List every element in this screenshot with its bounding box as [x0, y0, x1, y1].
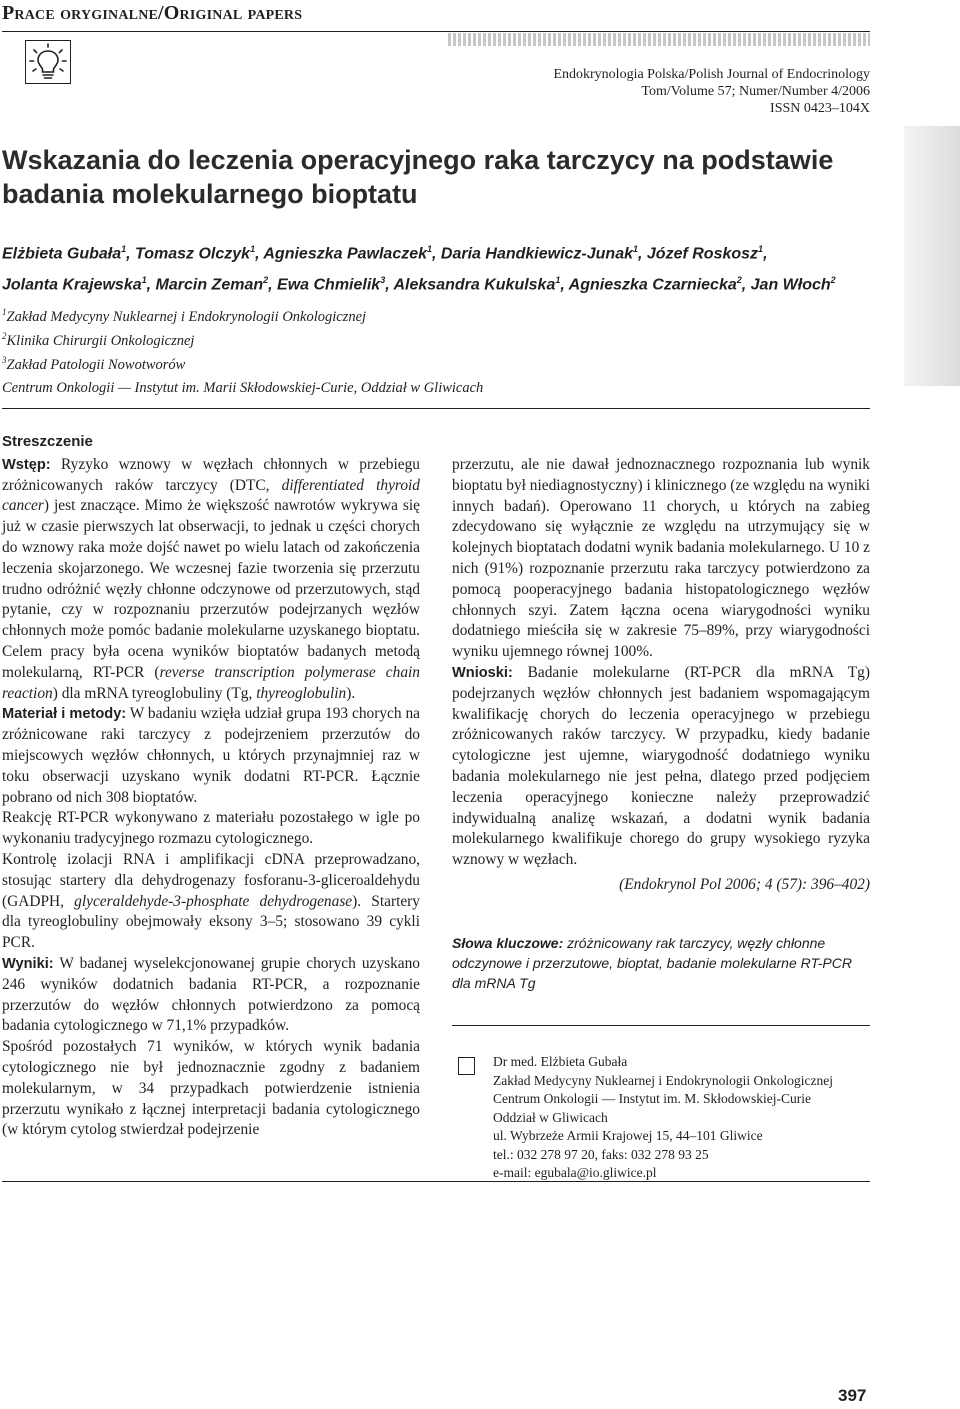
affiliation-line: [2, 351, 902, 375]
author-name: Agnieszka Czarniecka: [568, 276, 737, 294]
intro-label: Wstęp:: [2, 456, 51, 473]
correspondence-line[interactable]: e-mail: egubala@io.gliwice.pl: [493, 1165, 657, 1180]
authors-list: Elżbieta Gubała$^1$, Tomasz Olczyk$^1$, Agnieszka Pawlaczek$^1$, Daria Handkiewicz-Junak$^1$, Józef Roskosz$^1$, Jolanta Krajewska$^1$, Marcin Zeman$^2$, Ewa Chmielik$^3$, Aleksandra Kukulska$^1$, Agnieszka Czarniecka$^2$, Jan Włoch$^2$: [2, 244, 836, 294]
author-name: Ewa Chmielik: [277, 276, 381, 294]
footer-divider: [2, 1181, 870, 1182]
top-divider: [2, 31, 870, 32]
methods-label: Materiał i metody:: [2, 706, 127, 723]
correspondence-line: Centrum Onkologii — Instytut im. M. Skłodowskiej-Curie: [493, 1091, 811, 1106]
author-name: Agnieszka Pawlaczek: [263, 245, 428, 263]
abstract-left-column: [2, 432, 420, 1141]
affiliation-text: Zakład Patologii Nowotworów: [6, 356, 186, 373]
abstract-intro: Wstęp: Ryzyko wznowy w węzłach chłonnych w przebiegu zróżnicowanych raków tarczycy (DTC, differentiated thyroid cancer) jest znaczące. Mimo że większość nawrotów wykrywa się już w czasie pierwszych lat obserwacji, to jednak u części chorych do wznowy raka może dojść nawet po wielu latach od zakończenia leczenia skojarzonego. We wczesnej fazie tworzenia się przerzutu trudno odróżnić węzły chłonne odczynowe od przerzutowych, stąd pytanie, czy w rozpoznaniu przerzutów podejrzanych węzłów chłonnych może pomóc badanie molekularne uzyskanego bioptatu. Celem pracy była ocena wyników bioptatów badanych metodą molekularną, RT-PCR (reverse transcription polymerase chain reaction) dla mRNA tyreoglobuliny (Tg, thyreoglobulin).: [2, 455, 420, 702]
abstract-methods-2: Reakcję RT-PCR wykonywano z materiału pozostałego w igle po wykonaniu tradycyjnego rozmazu cytologicznego.: [2, 809, 420, 848]
affiliation-line: [2, 327, 902, 351]
abstract-methods: Materiał i metody: W badaniu wzięła udział grupa 193 chorych na zróżnicowane raki tarczycy z podejrzeniem przerzutów do miejscowych węzłów chłonnych, u których przynajmniej raz w toku obserwacji uzyskano wynik dodatni RT-PCR. Łącznie pobrano od nich 308 bioptatów.: [2, 705, 420, 806]
correspondence-line: Oddział w Gliwicach: [493, 1109, 608, 1125]
author-name: Tomasz Olczyk: [135, 245, 251, 263]
correspondence-divider: [452, 1025, 870, 1026]
keywords: [452, 933, 870, 993]
abstract-methods-3: Kontrolę izolacji RNA i amplifikacji cDNA przeprowadzano, stosując startery dla dehydrogenazy fosforanu-3-gliceroaldehydu (GADPH, glyceraldehyde-3-phosphate dehydrogenase). Startery dla tyreoglobuliny obejmowały eksony 3–5; stosowano 39 cykli PCR.: [2, 850, 420, 952]
side-grey-band: [904, 126, 960, 386]
abstract-heading: Streszczenie: [2, 433, 93, 450]
abstract-conclusions: Wnioski: Badanie molekularne (RT-PCR dla mRNA Tg) podejrzanych węzłów chłonnych jest badaniem wspomagającym kwalifikację chorych do leczenia operacyjnego w przebiegu zróżnicowanych raków tarczycy. W przypadku, kiedy badanie cytologiczne jest ujemne, wiarygodność dodatniego wyniku badania molekularnego nie jest pełna, dlatego przed podjęciem leczenia operacyjnego konieczne należy przeprowadzić indywidualną analizę wskazań, a dodatni wynik badania molekularnego kwalifikuje chorego do grupy wysokiego ryzyka wznowy w węzłach.: [452, 663, 870, 869]
section-label: Prace oryginalne/Original papers: [2, 2, 303, 24]
affiliation-line: [2, 303, 902, 327]
correspondence-address: [493, 1053, 873, 1183]
abstract-results-3: przerzutu, ale nie dawał jednoznacznego rozpoznania lub wynik bioptatu był niediagnostyczny) i klinicznego (ze względu na wyniki innych badań). Operowano 11 chorych, u których na zabieg zdecydowano się wyłącznie ze względu na utrzymujący się w kolejnych bioptatach dodatni wynik badania molekularnego. U 10 z nich (91%) rozpoznanie przerzutu raka tarczycy potwierdzono za pomocą pooperacyjnego badania histopatologicznego węzłów chłonnych szyi. Zatem łączna ocena wiarygodności wyniku dodatniego mieściła się w zakresie 75–89%, przy wiarygodności wyniku ujemnego równej 100%.: [452, 456, 870, 661]
abstract-right-column: [452, 455, 870, 896]
journal-name: Endokrynologia Polska/Polish Journal of Endocrinology: [553, 67, 870, 82]
affiliation-text: Centrum Onkologii — Instytut im. Marii Skłodowskiej-Curie, Oddział w Gliwicach: [2, 380, 484, 397]
affiliations-list: [2, 303, 902, 398]
envelope-icon: [458, 1057, 475, 1075]
journal-info: [553, 66, 870, 117]
affiliation-mark: 2: [2, 330, 7, 341]
author-name: Józef Roskosz: [646, 245, 759, 263]
correspondence-line: ul. Wybrzeże Armii Krajowej 15, 44–101 Gliwice: [493, 1128, 763, 1143]
affiliation-mark: 1: [2, 307, 7, 317]
author-name: Daria Handkiewicz-Junak: [440, 245, 633, 263]
abstract-results: Wyniki: W badanej wyselekcjonowanej grupie chorych uzyskano 246 wyników dodatnich badania RT-PCR, a rozpoznanie przerzutów do węzłów chłonnych potwierdzono za pomocą badania cytologicznego w 71,1% przypadków.: [2, 954, 420, 1035]
author-affiliation-mark: 1: [633, 244, 639, 254]
conclusions-label: Wnioski:: [452, 664, 513, 681]
author-name: Marcin Zeman: [155, 276, 264, 294]
keywords-text: zróżnicowany rak tarczycy, węzły chłonne odczynowe i przerzutowe, bioptat, badanie molekularne RT-PCR dla mRNA Tg: [452, 935, 852, 991]
author-affiliation-mark: 1: [555, 275, 561, 286]
author-affiliation-mark: 1: [250, 244, 256, 254]
lightbulb-icon: [25, 40, 71, 84]
author-name: Jan Włoch: [750, 276, 831, 294]
abstract-results-2: Spośród pozostałych 71 wyników, w których wynik badania cytologicznego nie był jednoznacznie zgodny z badaniem molekularnym, w 34 przypadkach potwierdzenie istnienia przerzutu wynikało z łącznej interpretacji badania cytologicznego (w którym cytolog stwierdzał podejrzenie: [2, 1038, 420, 1139]
affiliation-text: Zakład Medycyny Nuklearnej i Endokrynologii Onkologicznej: [6, 308, 367, 325]
author-affiliation-mark: 1: [121, 244, 127, 254]
affiliation-text: Klinika Chirurgii Onkologicznej: [6, 332, 195, 349]
keywords-label: Słowa kluczowe:: [452, 935, 564, 951]
header-divider: [2, 408, 870, 409]
journal-issn: ISSN 0423–104X: [770, 101, 870, 116]
author-affiliation-mark: 2: [263, 275, 269, 286]
author-affiliation-mark: 2: [736, 275, 742, 286]
author-name: Aleksandra Kukulska: [393, 276, 556, 294]
affiliation-line: [2, 374, 902, 398]
correspondence-line: Zakład Medycyny Nuklearnej i Endokrynologii Onkologicznej: [493, 1072, 834, 1088]
journal-volume: Tom/Volume 57; Numer/Number 4/2006: [641, 84, 870, 99]
page-number: 397: [838, 1386, 867, 1405]
correspondence-line: tel.: 032 278 97 20, faks: 032 278 93 25: [493, 1146, 709, 1162]
header-pattern-bar: [448, 33, 870, 46]
author-affiliation-mark: 1: [758, 244, 764, 254]
affiliation-mark: 3: [2, 354, 7, 365]
author-name: Elżbieta Gubała: [2, 245, 122, 263]
author-affiliation-mark: 1: [141, 275, 147, 286]
author-affiliation-mark: 2: [830, 275, 836, 286]
author-name: Jolanta Krajewska: [2, 276, 142, 294]
results-label: Wyniki:: [2, 955, 54, 972]
author-affiliation-mark: 3: [380, 275, 386, 286]
citation: (Endokrynol Pol 2006; 4 (57): 396–402): [619, 875, 870, 893]
article-title: Wskazania do leczenia operacyjnego raka tarczycy na podstawie badania molekularnego bioptatu: [2, 145, 834, 209]
author-affiliation-mark: 1: [427, 244, 433, 254]
correspondence-line: Dr med. Elżbieta Gubała: [493, 1054, 628, 1069]
